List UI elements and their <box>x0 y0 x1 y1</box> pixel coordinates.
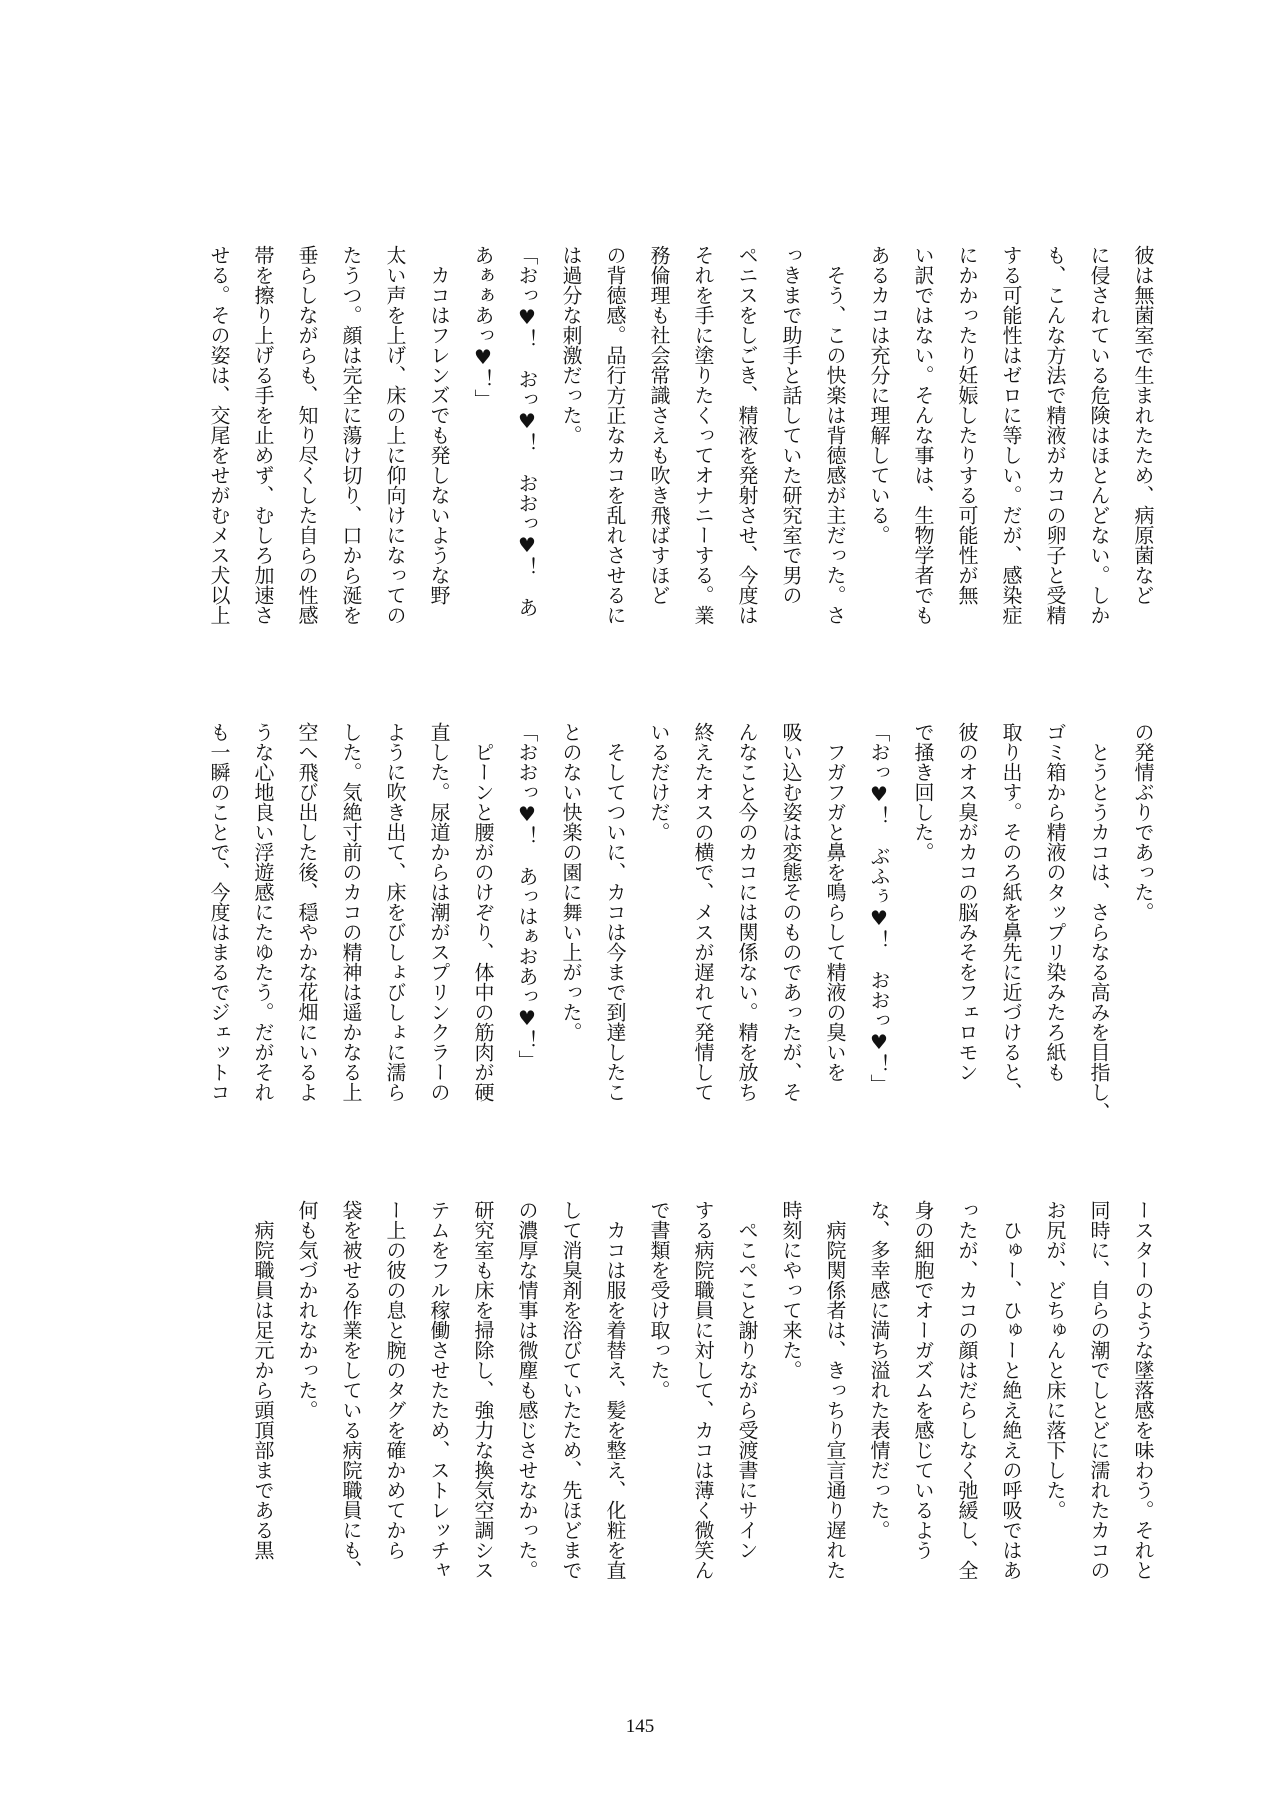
text-line: した。気絶寸前のカコの精神は遥かなる上 <box>339 722 363 1102</box>
text-block-middle <box>197 722 1165 1166</box>
text-line: っきまで助手と話していた研究室で男の <box>779 245 803 605</box>
text-line: する可能性はゼロに等しい。だが、感染症 <box>999 245 1023 625</box>
text-line: それを手に塗りたくってオナニーする。業 <box>691 245 715 625</box>
text-line: そう、この快楽は背徳感が主だった。さ <box>823 245 847 625</box>
text-line: 空へ飛び出した後、穏やかな花畑にいるよ <box>295 722 319 1102</box>
text-line: して消臭剤を浴びていたため、先ほどまで <box>559 1200 583 1580</box>
text-line: にかかったり妊娠したりする可能性が無 <box>955 245 979 605</box>
text-line: ったが、カコの顔はだらしなく弛緩し、全 <box>955 1200 979 1580</box>
text-line: な、多幸感に満ち溢れた表情だった。 <box>867 1200 891 1540</box>
text-line: 垂らしながらも、知り尽くした自らの性感 <box>295 245 319 625</box>
text-line: あるカコは充分に理解している。 <box>867 245 891 545</box>
text-line: ひゅー、ひゅーと絶え絶えの呼吸ではあ <box>999 1200 1023 1580</box>
text-line: 彼のオス臭がカコの脳みそをフェロモン <box>955 722 979 1082</box>
text-line: とのない快楽の園に舞い上がった。 <box>559 722 583 1042</box>
text-line: する病院職員に対して、カコは薄く微笑ん <box>691 1200 715 1580</box>
text-line: で掻き回した。 <box>911 722 935 862</box>
text-line: ように吹き出て、床をびしょびしょに濡ら <box>383 722 407 1102</box>
text-line: に侵されている危険はほとんどない。しか <box>1087 245 1111 625</box>
text-block-top <box>197 245 1165 689</box>
text-line: も、こんな方法で精液がカコの卵子と受精 <box>1043 245 1067 625</box>
text-line: 「おおっ♥！ あっはぁおあっ♥！」 <box>515 722 539 1070</box>
text-line: そしてついに、カコは今まで到達したこ <box>603 722 627 1102</box>
text-line: ー上の彼の息と腕のタグを確かめてから <box>383 1200 407 1560</box>
text-line: とうとうカコは、さらなる高みを目指し、 <box>1087 722 1111 1122</box>
text-line: テムをフル稼働させたため、ストレッチャ <box>427 1200 451 1580</box>
text-line: うな心地良い浮遊感にたゆたう。だがそれ <box>251 722 275 1102</box>
text-line: 終えたオスの横で、メスが遅れて発情して <box>691 722 715 1102</box>
text-line: の濃厚な情事は微塵も感じさせなかった。 <box>515 1200 539 1580</box>
text-line: カコは服を着替え、髪を整え、化粧を直 <box>603 1200 627 1580</box>
text-line: の発情ぶりであった。 <box>1131 722 1155 922</box>
text-line: せる。その姿は、交尾をせがむメス犬以上 <box>207 245 231 625</box>
text-line: 「おっ♥！ おっ♥！ おおっ♥！ あ <box>515 245 539 617</box>
text-line: たうつ。顔は完全に蕩け切り、口から涎を <box>339 245 363 625</box>
text-line: ースターのような墜落感を味わう。それと <box>1131 1200 1155 1580</box>
text-line: 帯を擦り上げる手を止めず、むしろ加速さ <box>251 245 275 625</box>
text-line: ぺこぺこと謝りながら受渡書にサイン <box>735 1200 759 1560</box>
text-line: は過分な刺激だった。 <box>559 245 583 445</box>
text-line: ピーンと腰がのけぞり、体中の筋肉が硬 <box>471 722 495 1102</box>
text-line: 同時に、自らの潮でしとどに濡れたカコの <box>1087 1200 1111 1580</box>
text-line: 病院職員は足元から頭頂部まである黒 <box>251 1200 275 1560</box>
text-line: 時刻にやって来た。 <box>779 1200 803 1380</box>
text-line: 吸い込む姿は変態そのものであったが、そ <box>779 722 803 1102</box>
text-line: ペニスをしごき、精液を発射させ、今度は <box>735 245 759 625</box>
text-block-bottom <box>197 1200 1165 1644</box>
text-line: お尻が、どちゅんと床に落下した。 <box>1043 1200 1067 1520</box>
text-line: カコはフレンズでも発しないような野 <box>427 245 451 605</box>
text-line: で書類を受け取った。 <box>647 1200 671 1400</box>
text-line: 直した。尿道からは潮がスプリンクラーの <box>427 722 451 1102</box>
text-line: 病院関係者は、きっちり宣言通り遅れた <box>823 1200 847 1580</box>
text-line: 太い声を上げ、床の上に仰向けになっての <box>383 245 407 625</box>
text-line: 何も気づかれなかった。 <box>295 1200 319 1420</box>
text-line: 身の細胞でオーガズムを感じているよう <box>911 1200 935 1560</box>
text-line: 取り出す。そのろ紙を鼻先に近づけると、 <box>999 722 1023 1102</box>
text-line: フガフガと鼻を鳴らして精液の臭いを <box>823 722 847 1082</box>
text-line: あぁぁあっ♥！」 <box>471 245 495 409</box>
text-line: 「おっ♥！ ぶふぅ♥！ おおっ♥！」 <box>867 722 891 1094</box>
text-line: 彼は無菌室で生まれたため、病原菌など <box>1131 245 1155 605</box>
page-number: 145 <box>625 1716 655 1737</box>
text-line: 袋を被せる作業をしている病院職員にも、 <box>339 1200 363 1580</box>
text-line: いるだけだ。 <box>647 722 671 842</box>
text-line: 研究室も床を掃除し、強力な換気空調シス <box>471 1200 495 1580</box>
text-line: い訳ではない。そんな事は、生物学者でも <box>911 245 935 625</box>
text-line: 務倫理も社会常識さえも吹き飛ばすほど <box>647 245 671 605</box>
text-line: んなこと今のカコには関係ない。精を放ち <box>735 722 759 1102</box>
text-line: の背徳感。品行方正なカコを乱れさせるに <box>603 245 627 625</box>
text-line: も一瞬のことで、今度はまるでジェットコ <box>207 722 231 1102</box>
text-line: ゴミ箱から精液のタップリ染みたろ紙も <box>1043 722 1067 1082</box>
